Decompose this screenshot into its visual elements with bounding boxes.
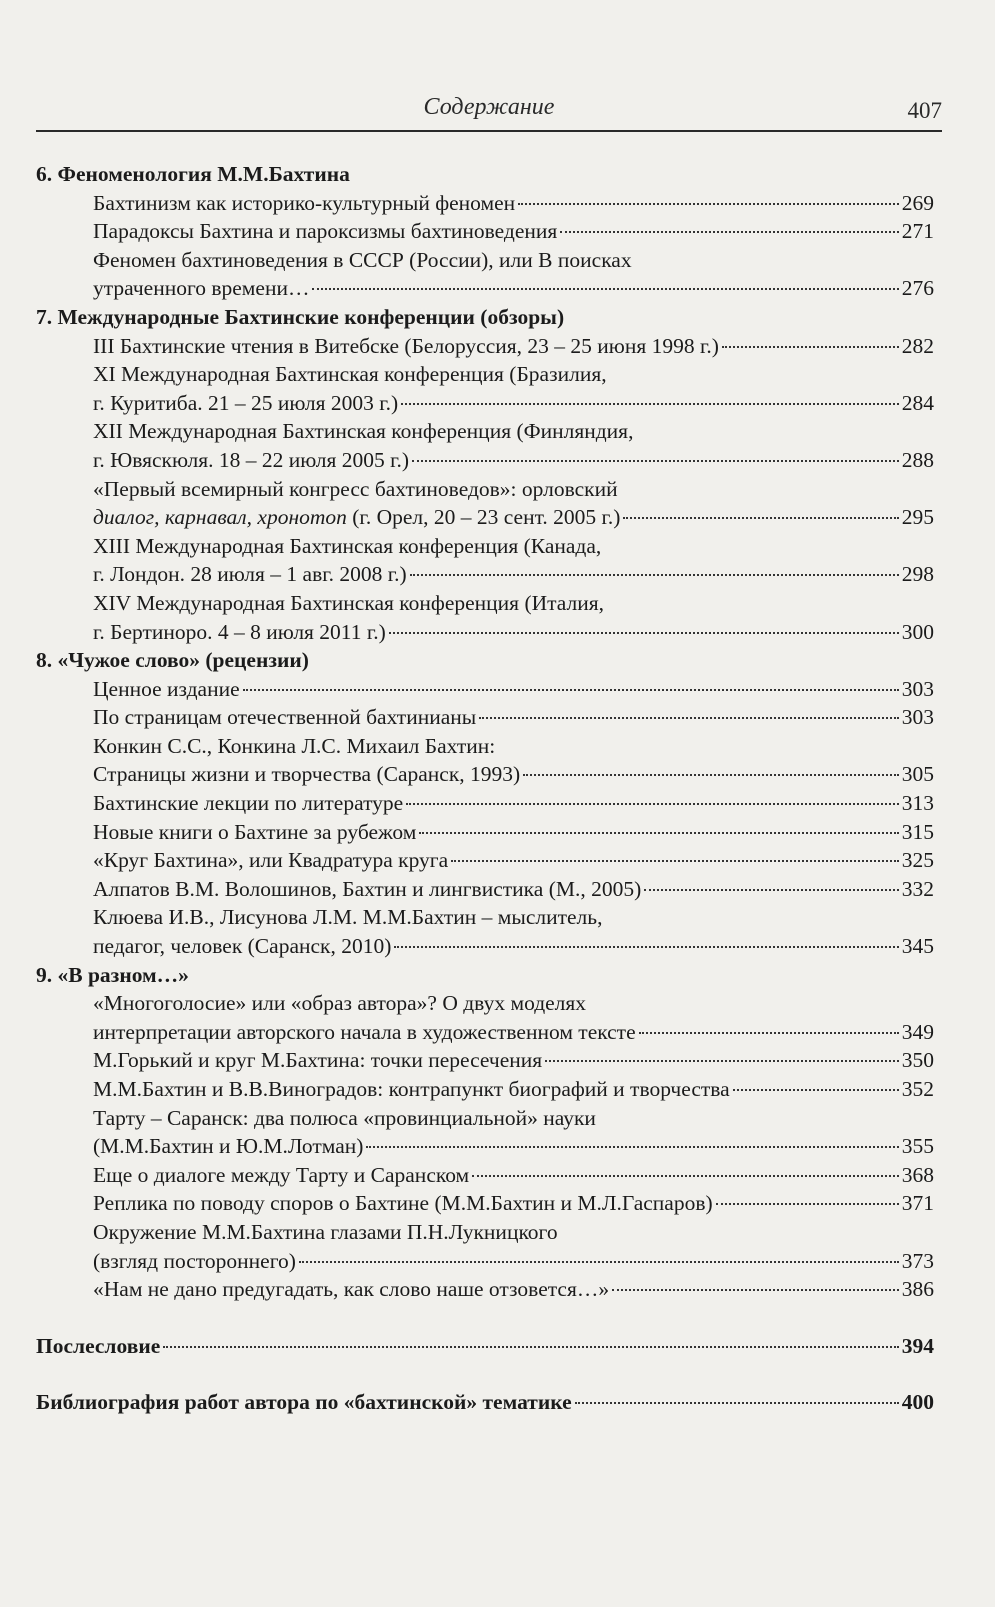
toc-entry [36,217,934,246]
toc-entry-last-line [36,1018,934,1047]
toc-entry-last-line [36,1189,934,1218]
entry-line: Окружение М.М.Бахтина глазами П.Н.Лукницкого [93,1219,558,1244]
toc-entry [36,1218,934,1275]
entry-text: интерпретации авторского начала в художественном тексте [93,1019,636,1044]
entry-page: 355 [901,1134,934,1159]
toc-entry-last-line [36,1247,934,1276]
entry-text: Алпатов В.М. Волошинов, Бахтин и лингвистика (М., 2005) [93,876,642,901]
entry-page: 350 [901,1048,934,1073]
entry-text: Ценное издание [93,676,240,701]
toc-entry-last-line [36,189,934,218]
dot-leader [523,774,899,776]
entry-text: г. Лондон. 28 июля – 1 авг. 2008 г.) [93,562,407,587]
toc-entry [36,875,934,904]
toc-entry [36,903,934,960]
dot-leader [389,632,899,634]
entry-page: 305 [901,762,934,787]
entry-text: (взгляд постороннего) [93,1248,296,1273]
dot-leader [299,1261,899,1263]
entry-text: утраченного времени… [93,276,310,301]
toc-entry [36,475,934,532]
entry-text: диалог, карнавал, хронотоп (г. Орел, 20 – 23 сент. 2005 г.) [93,505,621,530]
toc-entry-last-line [36,503,934,532]
entry-page: 284 [901,390,934,415]
entry-text: г. Куритиба. 21 – 25 июля 2003 г.) [93,390,399,415]
entry-page: 349 [901,1019,934,1044]
toc-entry [36,1189,934,1218]
dot-leader [472,1175,899,1177]
toc-entry [36,675,934,704]
dot-leader [394,946,898,948]
toc-entry-last-line [36,818,934,847]
dot-leader [623,517,898,519]
toc-entry-last-line [36,618,934,647]
toc-entry-last-line [36,389,934,418]
dot-leader [733,1089,899,1091]
dot-leader [401,403,899,405]
entry-page: 345 [901,934,934,959]
entry-text: Послесловие [36,1333,161,1358]
toc-entry [36,1075,934,1104]
dot-leader [612,1289,899,1291]
entry-line: Феномен бахтиноведения в СССР (России), или В поисках [93,247,632,272]
entry-text: М.М.Бахтин и В.В.Виноградов: контрапункт биографий и творчества [93,1077,730,1101]
toc-entry [36,589,934,646]
toc-entry-last-line [36,1046,934,1075]
entry-page: 332 [901,876,934,901]
entry-page: 303 [901,705,934,730]
entry-page: 368 [901,1162,934,1187]
section-title: 7. Международные Бахтинские конференции (обзоры) [36,304,565,329]
entry-page: 313 [901,791,934,816]
entry-text: Бахтинизм как историко-культурный феномен [93,190,516,215]
toc-entry [36,732,934,789]
dot-leader [163,1346,899,1348]
dot-leader [451,860,899,862]
italic-terms: диалог, карнавал, хронотоп [93,505,347,530]
entry-line: Клюева И.В., Лисунова Л.М. М.М.Бахтин – мыслитель, [93,905,603,930]
entry-text: (М.М.Бахтин и Ю.М.Лотман) [93,1134,364,1159]
page-number: 407 [907,98,942,123]
entry-line: «Первый всемирный конгресс бахтиноведов»: орловский [93,476,618,501]
entry-line: Конкин С.С., Конкина Л.С. Михаил Бахтин: [93,733,496,758]
entry-page: 394 [901,1333,934,1358]
entry-page: 300 [901,619,934,644]
entry-page: 276 [901,276,934,301]
entry-text: Страницы жизни и творчества (Саранск, 1993) [93,762,521,787]
dot-leader [243,689,899,691]
entry-text: педагог, человек (Саранск, 2010) [93,934,392,959]
entry-text: Бахтинские лекции по литературе [93,791,404,816]
toc-entry-last-line [36,789,934,818]
toc-entry-last-line [36,446,934,475]
toc-entry [36,989,934,1046]
dot-leader [575,1402,899,1404]
dot-leader [410,574,899,576]
toc-entry-last-line [36,1275,934,1304]
toc-entry [36,703,934,732]
spacer [36,1360,934,1388]
entry-page: 282 [901,333,934,358]
spacer [36,1304,934,1332]
toc-entry [36,417,934,474]
dot-leader [366,1146,898,1148]
section-title: 9. «В разном…» [36,962,189,987]
dot-leader [722,346,899,348]
entry-page: 298 [901,562,934,587]
entry-page: 303 [901,676,934,701]
entry-line: XIII Международная Бахтинская конференция (Канада, [93,533,602,558]
toc-entry [36,1275,934,1304]
toc-entry [36,818,934,847]
dot-leader [560,231,898,233]
entry-text: III Бахтинские чтения в Витебске (Белоруссия, 23 – 25 июня 1998 г.) [93,333,719,358]
toc-entry-last-line [36,675,934,704]
toc-entry-last-line [36,560,934,589]
entry-page: 271 [901,219,934,244]
entry-text: г. Бертиноро. 4 – 8 июля 2011 г.) [93,619,386,644]
entry-page: 315 [901,819,934,844]
entry-text: Новые книги о Бахтине за рубежом [93,819,417,844]
toc-entry [36,1104,934,1161]
toc-entry-last-line [36,1161,934,1190]
entry-page: 371 [901,1191,934,1216]
toc-entry [36,846,934,875]
toc-entry-last-line [36,274,934,303]
entry-page: 269 [901,190,934,215]
toc-entry-last-line [36,875,934,904]
entry-line: XII Международная Бахтинская конференция (Финляндия, [93,419,634,444]
toc-entry [36,246,934,303]
entry-text: Реплика по поводу споров о Бахтине (М.М.Бахтин и М.Л.Гаспаров) [93,1191,713,1216]
toc-entry-last-line [36,332,934,361]
table-of-contents [36,160,934,1417]
toc-entry-last-line [36,760,934,789]
entry-text: Еще о диалоге между Тарту и Саранском [93,1162,470,1187]
entry-text: М.Горький и круг М.Бахтина: точки пересечения [93,1048,543,1073]
entry-text: «Круг Бахтина», или Квадратура круга [93,848,449,873]
entry-page: 373 [901,1248,934,1273]
toc-entry [36,1046,934,1075]
entry-page: 400 [901,1390,934,1415]
toc-entry-last-line [36,846,934,875]
entry-line: XIV Международная Бахтинская конференция (Италия, [93,590,605,615]
dot-leader [639,1032,899,1034]
dot-leader [545,1060,899,1062]
section-title: 8. «Чужое слово» (рецензии) [36,648,309,673]
toc-entry-last-line [36,1388,934,1417]
entry-line: «Многоголосие» или «образ автора»? О двух моделях [93,991,587,1016]
toc-entry [36,332,934,361]
toc-entry [36,189,934,218]
toc-entry-last-line [36,1332,934,1361]
entry-text: г. Ювяскюля. 18 – 22 июля 2005 г.) [93,447,410,472]
entry-text: «Нам не дано предугадать, как слово наше отзовется…» [93,1277,610,1302]
entry-text: Парадоксы Бахтина и пароксизмы бахтиноведения [93,219,558,244]
section-title: 6. Феноменология М.М.Бахтина [36,162,350,186]
entry-page: 288 [901,447,934,472]
dot-leader [406,803,899,805]
dot-leader [716,1203,899,1205]
entry-line: Тарту – Саранск: два полюса «провинциальной» науки [93,1105,596,1130]
toc-entry-last-line [36,217,934,246]
toc-entry-last-line [36,703,934,732]
toc-entry-last-line [36,1132,934,1161]
dot-leader [479,717,899,719]
dot-leader [419,832,898,834]
toc-entry-last-line [36,1075,934,1104]
entry-text: Библиография работ автора по «бахтинской» тематике [36,1390,572,1415]
toc-entry [36,789,934,818]
dot-leader [312,288,898,290]
dot-leader [518,203,899,205]
toc-entry [36,1161,934,1190]
page-header [36,92,942,132]
dot-leader [644,889,899,891]
entry-page: 352 [901,1077,934,1101]
entry-line: XI Международная Бахтинская конференция (Бразилия, [93,362,607,387]
toc-entry [36,360,934,417]
entry-page: 325 [901,848,934,873]
entry-text: По страницам отечественной бахтинианы [93,705,477,730]
entry-page: 295 [901,505,934,530]
toc-entry-last-line [36,932,934,961]
toc-entry [36,532,934,589]
running-title: Содержание [423,94,555,120]
dot-leader [412,460,899,462]
entry-page: 386 [901,1277,934,1302]
